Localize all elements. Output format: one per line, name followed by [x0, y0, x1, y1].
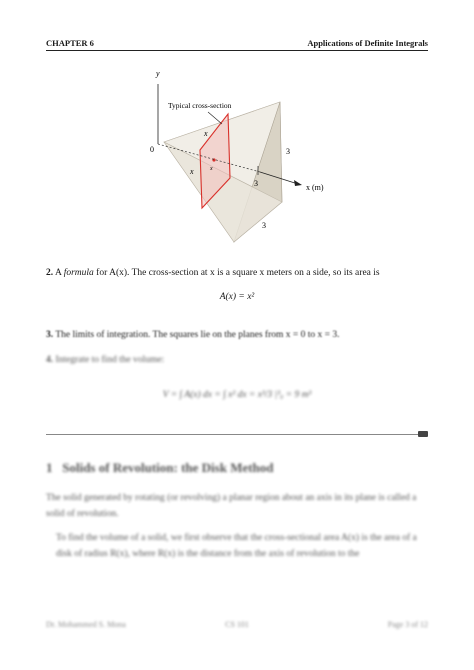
cross-section-label: Typical cross-section: [168, 101, 232, 110]
chapter-label: CHAPTER 6: [46, 38, 94, 48]
dim-right: 3: [286, 147, 290, 156]
volume-equation: V = ∫ A(x) dx = ∫ x² dx = x³/3 |³₀ = 9 m³: [162, 390, 312, 400]
side-x-top: x: [204, 129, 208, 138]
origin-label: 0: [150, 145, 154, 154]
divider-marker: [418, 431, 428, 437]
dim-bottom: 3: [262, 221, 266, 230]
step-3: [46, 330, 339, 340]
pyramid-figure: [150, 62, 330, 252]
dim-base: 3: [254, 179, 258, 188]
step-4: [46, 355, 164, 365]
bullet-text: To find the volume of a solid, we first observe that the cross-sectional area A(x) is the area of a disk of radius R(x), where R(x) is the distance from the axis of revolution to the: [56, 533, 417, 559]
header-rule: [46, 50, 428, 51]
section-title-text: Solids of Revolution: the Disk Method: [62, 460, 274, 475]
side-x-left: x: [190, 167, 194, 176]
step-2-text-b: for A(x). The cross-section at x is a square x meters on a side, so its area is: [93, 268, 380, 278]
step-3-text: The limits of integration. The squares lie on the planes from x = 0 to x = 3.: [55, 330, 340, 340]
x-axis-arrow: [294, 180, 302, 186]
chapter-title: Applications of Definite Integrals: [307, 38, 428, 48]
area-equation: A(x) = x²: [219, 292, 255, 302]
footer-code: CS 101: [225, 620, 249, 629]
step-2: [46, 268, 380, 278]
y-axis-label: y: [156, 69, 160, 78]
step-2-text-a: A: [53, 268, 64, 278]
section-divider: [46, 434, 428, 435]
step-4-text: Integrate to find the volume:: [55, 355, 165, 365]
side-x-inner: x: [210, 166, 213, 172]
footer-page: Page 3 of 12: [387, 620, 428, 629]
step-2-formula-word: formula: [63, 268, 94, 278]
intro-paragraph: The solid generated by rotating (or revolving) a planar region about an axis in its plane is called a solid of revolution.: [46, 493, 417, 519]
step-4-number: 4.: [46, 355, 54, 365]
page-header: [46, 38, 428, 50]
x-axis-label: x (m): [306, 183, 324, 192]
cross-section-leader: [208, 112, 222, 124]
footer-author: Dr. Mohammed S. Mona: [46, 620, 126, 629]
section-heading: [46, 460, 274, 476]
step-3-number: 3.: [46, 330, 54, 340]
bullet-item: [46, 530, 428, 562]
step-2-number: 2.: [46, 268, 54, 278]
section-number: 1: [46, 460, 53, 475]
